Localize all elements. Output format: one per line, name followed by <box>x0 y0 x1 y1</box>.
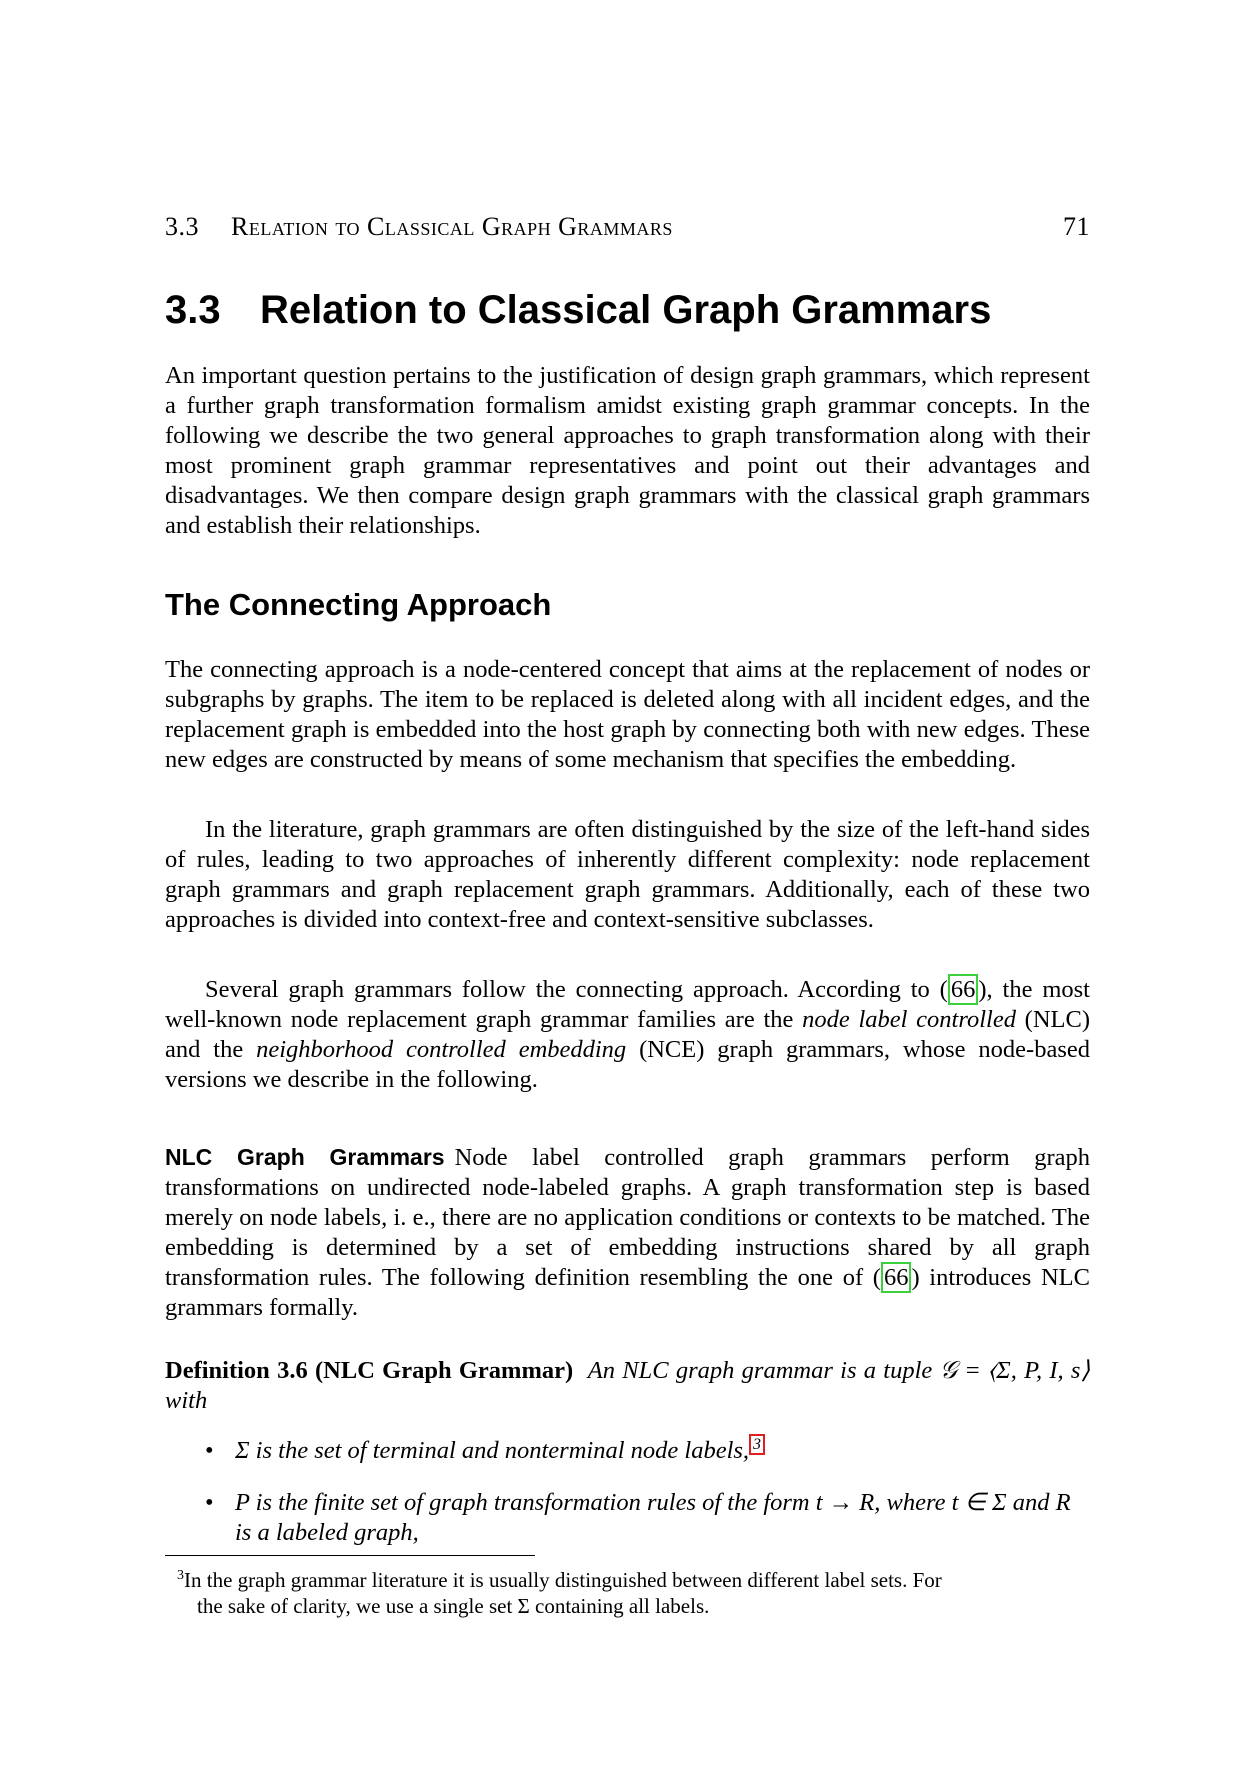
definition-heading: Definition 3.6 (NLC Graph Grammar) <box>165 1357 574 1384</box>
text-span: (NCE) graph grammars, whose node-based versions we describe in the following. <box>165 1036 1090 1093</box>
section-number: 3.3 <box>165 288 221 332</box>
text-span: ), the most well-known node replacement graph grammar families are the <box>165 976 1090 1033</box>
bullet-text: P is the finite set of graph transformation rules of the form t → R, where t ∈ Σ and R is a labeled graph, <box>235 1489 1071 1546</box>
definition <box>165 1356 1090 1416</box>
text-span: (NLC) and the <box>165 1006 1090 1063</box>
text-span: Several graph grammars follow the connecting approach. According to ( <box>205 976 948 1003</box>
running-head-title: Relation to Classical Graph Grammars <box>231 212 673 241</box>
connecting-paragraph-2: In the literature, graph grammars are often distinguished by the size of the left-hand sides of rules, leading to two approaches of inherently different complexity: node replacement graph grammars and graph replacement graph grammars. Additionally, each of these two approaches is divided into context-free and context-sensitive subclasses. <box>165 816 1090 933</box>
citation-link[interactable]: 66 <box>948 974 979 1005</box>
bullet-icon: • <box>205 1489 214 1516</box>
footnote-mark: 3 <box>177 1568 184 1583</box>
footnote <box>177 1567 1090 1619</box>
nlc-paragraph <box>165 1142 1090 1323</box>
section-title-text: Relation to Classical Graph Grammars <box>260 288 992 332</box>
footnote-line-2: the sake of clarity, we use a single set Σ containing all labels. <box>197 1594 710 1618</box>
footnote-divider <box>165 1555 535 1556</box>
bullet-text: Σ is the set of terminal and nonterminal node labels, <box>235 1437 750 1464</box>
definition-text: An NLC graph grammar is a tuple 𝒢 = ⟨Σ, P, I, s⟩ with <box>165 1357 1091 1414</box>
paragraph-heading: NLC Graph Grammars <box>165 1144 445 1170</box>
footnote-ref-link[interactable]: 3 <box>749 1434 765 1455</box>
text-span: Node label controlled graph grammars perform graph transformations on undirected node-labeled graphs. A graph transformation step is based merely on node labels, i. e., there are no application conditions or contexts to be matched. The embedding is determined by a set of embedding instructions shared by all graph transformation rules. The following definition resembling the one of ( <box>165 1144 1090 1291</box>
term-emphasis: node label controlled <box>802 1006 1016 1033</box>
page-number: 71 <box>1063 212 1090 241</box>
connecting-paragraph-1: The connecting approach is a node-centered concept that aims at the replacement of nodes or subgraphs by graphs. The item to be replaced is deleted along with all incident edges, and the replacement graph is embedded into the host graph by connecting both with new edges. These new edges are constructed by means of some mechanism that specifies the embedding. <box>165 656 1090 773</box>
subsection-title: The Connecting Approach <box>165 587 552 622</box>
text-span: ) introduces NLC grammars formally. <box>165 1264 1090 1321</box>
list-item <box>205 1436 1090 1466</box>
bullet-icon: • <box>205 1437 214 1464</box>
running-head-section-number: 3.3 <box>165 212 199 241</box>
term-emphasis: neighborhood controlled embedding <box>256 1036 627 1063</box>
list-item <box>205 1488 1090 1548</box>
section-title <box>165 288 991 333</box>
connecting-paragraph-3 <box>165 975 1090 1095</box>
intro-paragraph: An important question pertains to the justification of design graph grammars, which represent a further graph transformation formalism amidst existing graph grammar concepts. In the following we describe the two general approaches to graph transformation along with their most prominent graph grammar representatives and point out their advantages and disadvantages. We then compare design graph grammars with the classical graph grammars and establish their relationships. <box>165 362 1090 539</box>
citation-link[interactable]: 66 <box>881 1262 912 1293</box>
definition-bullet-list <box>205 1436 1090 1570</box>
footnote-line-1: In the graph grammar literature it is usually distinguished between different label sets. For <box>184 1568 942 1592</box>
